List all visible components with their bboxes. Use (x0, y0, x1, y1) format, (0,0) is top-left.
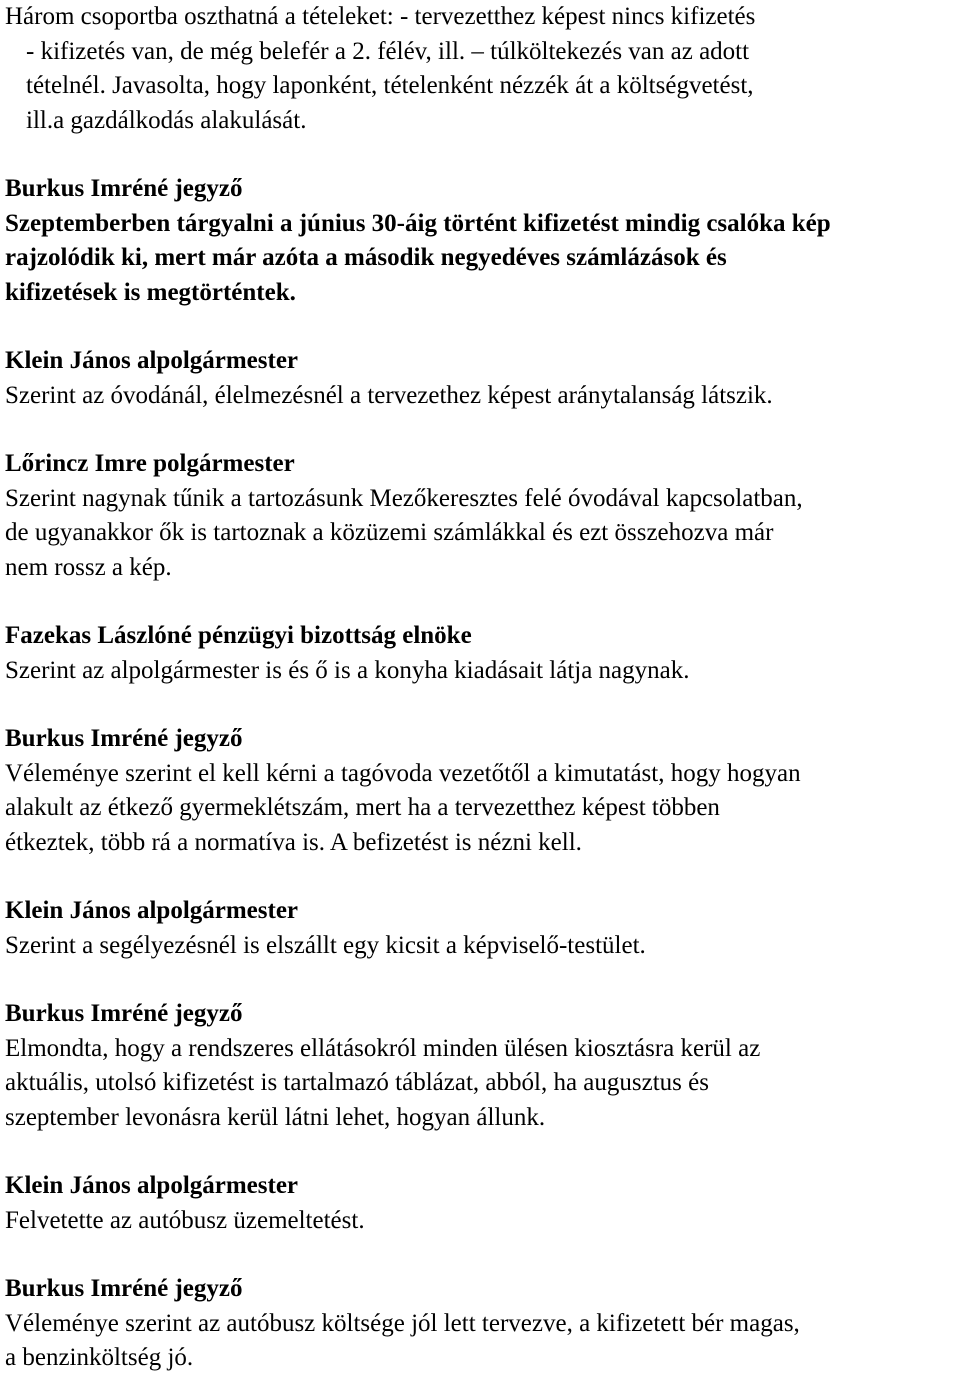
speech-block (5, 997, 954, 1135)
text-line: Véleménye szerint az autóbusz költsége jól lett tervezve, a kifizetett bér magas, (5, 1309, 800, 1337)
intro-paragraph (5, 0, 954, 138)
text-line: Három csoportba oszthatná a tételeket: - tervezetthez képest nincs kifizetés (5, 3, 756, 30)
speaker-name: Klein János alpolgármester (5, 347, 299, 374)
speaker-name: Lőrincz Imre polgármester (5, 450, 295, 477)
text-line: Véleménye szerint el kell kérni a tagóvoda vezetőtől a kimutatást, hogy hogyan (5, 759, 801, 787)
speech-block (5, 619, 954, 688)
speech-text (5, 757, 954, 861)
text-line: a benzinköltség jó. (5, 1344, 194, 1371)
speech-text (5, 207, 954, 311)
speaker-name: Burkus Imréné jegyző (5, 1000, 243, 1027)
speaker-name: Burkus Imréné jegyző (5, 725, 243, 752)
speech-text (5, 1307, 954, 1376)
speech-block (5, 344, 954, 413)
speech-text (5, 654, 954, 689)
speech-block (5, 447, 954, 585)
speech-block (5, 894, 954, 963)
speech-text (5, 482, 954, 586)
text-line: tételnél. Javasolta, hogy laponként, tételenként nézzék át a költségvetést, (26, 72, 754, 99)
speech-block (5, 1272, 954, 1376)
text-line: Szerint a segélyezésnél is elszállt egy kicsit a képviselő-testület. (5, 931, 646, 959)
speaker-name: Fazekas Lászlóné pénzügyi bizottság elnöke (5, 622, 472, 649)
speech-text (5, 379, 954, 414)
speech-block (5, 1169, 954, 1238)
text-line: rajzolódik ki, mert már azóta a második negyedéves számlázások és (5, 244, 727, 271)
text-line: de ugyanakkor ők is tartoznak a közüzemi számlákkal és ezt összehozva már (5, 519, 774, 546)
speaker-name: Klein János alpolgármester (5, 1172, 299, 1199)
speaker-name: Burkus Imréné jegyző (5, 175, 243, 202)
text-line: alakult az étkező gyermeklétszám, mert ha a tervezetthez képest többen (5, 794, 720, 821)
text-line: étkeztek, több rá a normatíva is. A befizetést is nézni kell. (5, 828, 582, 856)
text-line: Szeptemberben tárgyalni a június 30-áig történt kifizetést mindig csalóka kép (5, 209, 831, 237)
intro-text (5, 0, 954, 138)
text-line: Szerint az óvodánál, élelmezésnél a tervezethez képest aránytalanság látszik. (5, 381, 773, 409)
text-line: ill.a gazdálkodás alakulását. (26, 106, 307, 134)
speech-block (5, 172, 954, 310)
text-line: Szerint az alpolgármester is és ő is a konyha kiadásait látja nagynak. (5, 656, 690, 684)
speech-block (5, 722, 954, 860)
text-line: Elmondta, hogy a rendszeres ellátásokról minden ülésen kiosztásra kerül az (5, 1034, 761, 1062)
text-line: Szerint nagynak tűnik a tartozásunk Mezőkeresztes felé óvodával kapcsolatban, (5, 484, 803, 512)
speech-text (5, 1204, 954, 1239)
speaker-name: Burkus Imréné jegyző (5, 1275, 243, 1302)
text-line: szeptember levonásra kerül látni lehet, hogyan állunk. (5, 1103, 546, 1131)
speech-text (5, 929, 954, 964)
text-line: - kifizetés van, de még belefér a 2. félév, ill. – túlköltekezés van az adott (26, 37, 750, 65)
speech-text (5, 1032, 954, 1136)
speaker-name: Klein János alpolgármester (5, 897, 299, 924)
text-line: Felvetette az autóbusz üzemeltetést. (5, 1206, 365, 1234)
text-line: nem rossz a kép. (5, 553, 172, 581)
text-line: aktuális, utolsó kifizetést is tartalmazó táblázat, abból, ha augusztus és (5, 1069, 709, 1096)
text-line: kifizetések is megtörténtek. (5, 278, 296, 306)
